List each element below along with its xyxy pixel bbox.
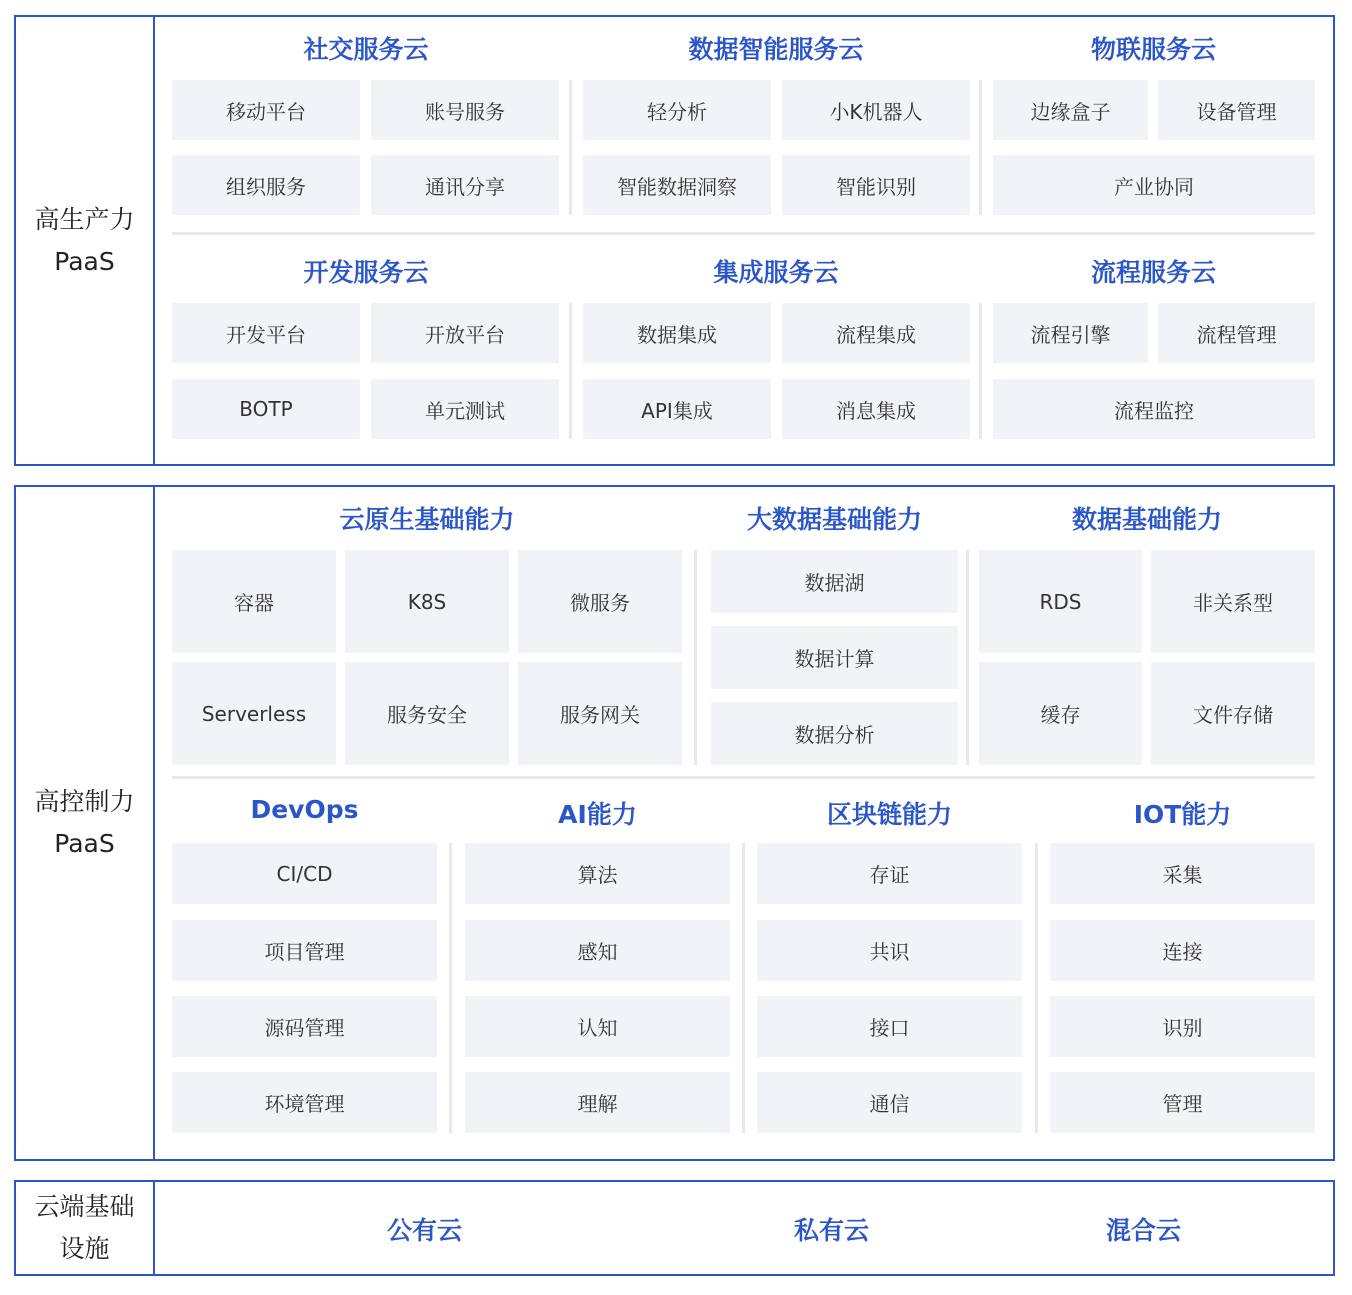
side-label-box [16, 487, 155, 1159]
service-cell: 轻分析 [583, 80, 771, 140]
capability-cell: CI/CD [172, 843, 437, 904]
capability-cell: 存证 [757, 843, 1022, 904]
service-cell: 开发平台 [172, 303, 360, 363]
group-title: IOT能力 [1133, 800, 1232, 829]
service-cell: 消息集成 [782, 379, 970, 439]
column-divider [979, 80, 982, 215]
capability-cell: 认知 [465, 996, 730, 1057]
capability-cell: 识别 [1050, 996, 1315, 1057]
capability-cell: Serverless [172, 662, 336, 765]
group-title: 云原生基础能力 [339, 505, 515, 534]
capability-cell: 微服务 [518, 550, 682, 653]
capability-cell: 理解 [465, 1072, 730, 1133]
column-divider [979, 303, 982, 439]
group-title: 大数据基础能力 [746, 505, 922, 534]
capability-cell: 共识 [757, 920, 1022, 981]
side-label-box [16, 1182, 155, 1274]
side-label: 高生产力 PaaS [34, 204, 135, 276]
capability-cell: 通信 [757, 1072, 1022, 1133]
group-title: 流程服务云 [1090, 258, 1216, 287]
capability-cell: 服务网关 [518, 662, 682, 765]
capability-cell: K8S [345, 550, 509, 653]
service-cell: 移动平台 [172, 80, 360, 140]
cloud-type-label: 公有云 [387, 1216, 463, 1245]
group-title: DevOps [250, 795, 359, 824]
service-cell: 智能识别 [782, 155, 970, 215]
service-cell: 流程监控 [993, 379, 1315, 439]
group-title: AI能力 [558, 800, 637, 829]
capability-cell: 采集 [1050, 843, 1315, 904]
capability-cell: 非关系型 [1151, 550, 1315, 653]
capability-cell: 源码管理 [172, 996, 437, 1057]
service-cell: BOTP [172, 379, 360, 439]
service-cell: 流程引擎 [993, 303, 1148, 363]
side-label: 云端基础 设施 [34, 1192, 135, 1263]
group-title: 社交服务云 [303, 35, 429, 64]
capability-cell: 算法 [465, 843, 730, 904]
capability-cell: 项目管理 [172, 920, 437, 981]
group-title: 数据智能服务云 [688, 35, 864, 64]
service-cell: API集成 [583, 379, 771, 439]
side-label-box [16, 17, 155, 464]
column-divider [742, 843, 745, 1133]
service-cell: 数据集成 [583, 303, 771, 363]
capability-cell: 容器 [172, 550, 336, 653]
capability-cell: 感知 [465, 920, 730, 981]
capability-cell: 数据分析 [711, 702, 958, 765]
service-cell: 流程集成 [782, 303, 970, 363]
column-divider [1035, 843, 1038, 1133]
capability-cell: 管理 [1050, 1072, 1315, 1133]
cloud-type-label: 私有云 [794, 1216, 870, 1245]
group-title: 开发服务云 [303, 258, 429, 287]
capability-cell: 连接 [1050, 920, 1315, 981]
capability-cell: 服务安全 [345, 662, 509, 765]
group-title: 区块链能力 [826, 800, 952, 829]
side-label: 高控制力 PaaS [34, 787, 135, 858]
service-cell: 流程管理 [1158, 303, 1315, 363]
service-cell: 组织服务 [172, 155, 360, 215]
capability-cell: 环境管理 [172, 1072, 437, 1133]
column-divider [966, 550, 969, 765]
capability-cell: 数据湖 [711, 550, 958, 613]
service-cell: 产业协同 [993, 155, 1315, 215]
group-title: 物联服务云 [1090, 35, 1216, 64]
column-divider [569, 80, 572, 215]
column-divider [569, 303, 572, 439]
service-cell: 单元测试 [371, 379, 559, 439]
cloud-type-label: 混合云 [1106, 1216, 1182, 1245]
service-cell: 账号服务 [371, 80, 559, 140]
service-cell: 设备管理 [1158, 80, 1315, 140]
capability-cell: 数据计算 [711, 626, 958, 689]
service-cell: 智能数据洞察 [583, 155, 771, 215]
column-divider [694, 550, 697, 765]
service-cell: 小K机器人 [782, 80, 970, 140]
service-cell: 边缘盒子 [993, 80, 1148, 140]
service-cell: 开放平台 [371, 303, 559, 363]
row-divider [172, 232, 1315, 235]
capability-cell: 缓存 [979, 662, 1142, 765]
row-divider [172, 776, 1315, 779]
service-cell: 通讯分享 [371, 155, 559, 215]
group-title: 集成服务云 [713, 258, 839, 287]
capability-cell: 接口 [757, 996, 1022, 1057]
capability-cell: RDS [979, 550, 1142, 653]
capability-cell: 文件存储 [1151, 662, 1315, 765]
group-title: 数据基础能力 [1071, 505, 1222, 534]
column-divider [449, 843, 452, 1133]
